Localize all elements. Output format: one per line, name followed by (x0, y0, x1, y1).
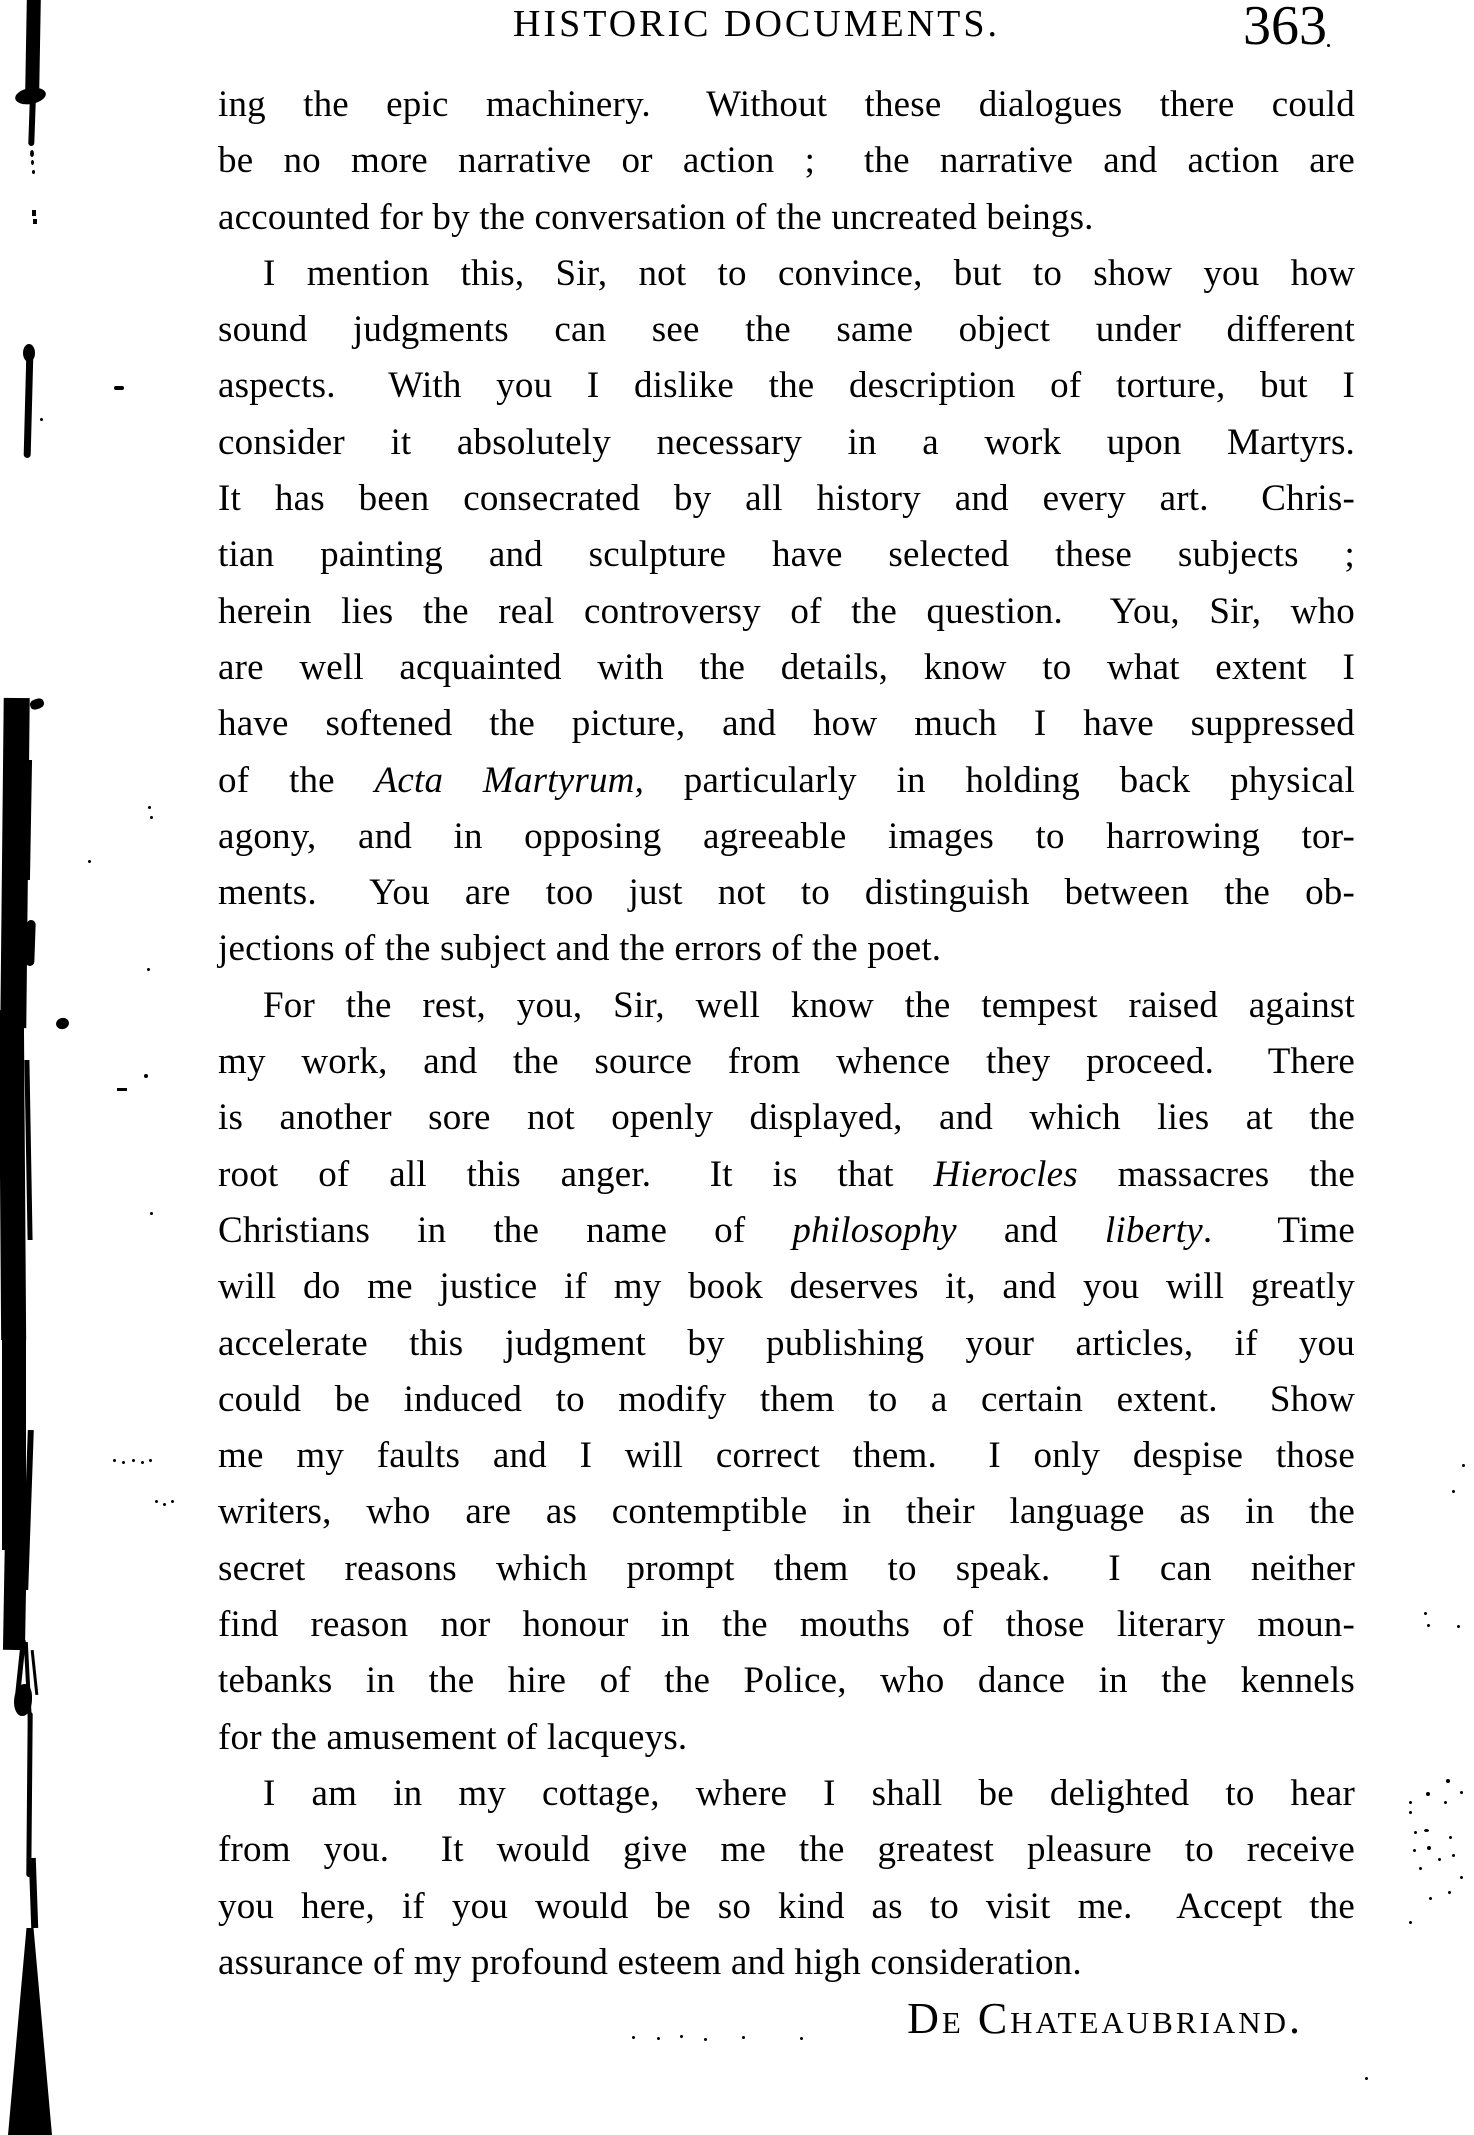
text-segment: herein lies the real controversy of the question. You, Sir, who (218, 590, 1355, 632)
text-segment: root of all this anger. It is that (218, 1153, 934, 1195)
text-line (218, 246, 1355, 302)
text-segment: Christians in the name of (218, 1209, 793, 1251)
text-segment: aspects. With you I dislike the description of torture, but I (218, 365, 1355, 407)
text-segment: from you. It would give me the greatest pleasure to receive (218, 1829, 1355, 1871)
text-segment: agony, and in opposing agreeable images to harrowing tor- (218, 815, 1355, 857)
text-line (218, 696, 1355, 752)
text-segment: It has been consecrated by all history and every art. Chris- (218, 478, 1355, 520)
text-line (218, 1822, 1355, 1878)
text-segment: and (956, 1209, 1105, 1251)
text-segment: sound judgments can see the same object under different (218, 309, 1355, 351)
text-segment: is another sore not openly displayed, and which lies at the (218, 1097, 1355, 1139)
text-line (218, 1484, 1355, 1540)
text-line (218, 809, 1355, 865)
text-line (218, 1090, 1355, 1146)
text-segment: particularly in holding back physical (644, 759, 1355, 801)
text-line (218, 1653, 1355, 1709)
text-line (218, 133, 1355, 189)
text-segment: . Time (1202, 1209, 1355, 1251)
text-line (218, 978, 1355, 1034)
signature (218, 1991, 1355, 2047)
text-line (218, 1316, 1355, 1372)
text-segment: are well acquainted with the details, know to what extent I (218, 646, 1355, 688)
text-line (218, 1935, 1355, 1991)
text-line (218, 1034, 1355, 1090)
text-line (218, 1147, 1355, 1203)
letter-text (218, 77, 1355, 2047)
text-segment: massacres the (1077, 1153, 1355, 1195)
text-line (218, 1597, 1355, 1653)
text-line (218, 640, 1355, 696)
text-line (218, 753, 1355, 809)
text-line (218, 1710, 1355, 1766)
text-line (218, 1372, 1355, 1428)
text-segment: liberty (1104, 1209, 1203, 1251)
text-line (218, 527, 1355, 583)
text-segment: have softened the picture, and how much I have suppressed (218, 703, 1355, 745)
text-segment: accounted for by the conversation of the uncreated beings. (218, 196, 1094, 238)
text-line (218, 921, 1355, 977)
text-segment: consider it absolutely necessary in a work upon Martyrs. (218, 421, 1355, 463)
text-segment: of the (218, 759, 375, 801)
text-line (218, 358, 1355, 414)
page-number: 363 (1243, 0, 1327, 57)
text-segment: you here, if you would be so kind as to visit me. Accept the (218, 1885, 1355, 1927)
text-segment: De Chateaubriand. (907, 1994, 1303, 2044)
text-line (218, 1879, 1355, 1935)
text-segment: for the amusement of lacqueys. (218, 1716, 688, 1758)
text-line (218, 471, 1355, 527)
text-segment: could be induced to modify them to a certain extent. Show (218, 1378, 1355, 1420)
text-line (218, 302, 1355, 358)
text-line (218, 190, 1355, 246)
text-segment: assurance of my profound esteem and high consideration. (218, 1941, 1082, 1983)
text-segment: be no more narrative or action ; the narrative and action are (218, 140, 1355, 182)
text-line (218, 584, 1355, 640)
running-head-title: HISTORIC DOCUMENTS. (512, 3, 1000, 45)
text-segment: will do me justice if my book deserves it, and you will greatly (218, 1266, 1355, 1308)
text-segment: philosophy (792, 1209, 957, 1251)
text-segment: I am in my cottage, where I shall be delighted to hear (263, 1772, 1355, 1814)
text-segment: find reason nor honour in the mouths of those literary moun- (218, 1604, 1355, 1646)
text-line (218, 1428, 1355, 1484)
text-segment: Hierocles (933, 1153, 1078, 1195)
text-segment: I mention this, Sir, not to convince, but to show you how (263, 252, 1355, 294)
text-segment: tian painting and sculpture have selected these subjects ; (218, 534, 1355, 576)
text-line (218, 1541, 1355, 1597)
text-segment: me my faults and I will correct them. I only despise those (218, 1435, 1355, 1477)
text-line (218, 865, 1355, 921)
text-segment: tebanks in the hire of the Police, who dance in the kennels (218, 1660, 1355, 1702)
text-segment: secret reasons which prompt them to speak. I can neither (218, 1547, 1355, 1589)
text-line (218, 1259, 1355, 1315)
text-segment: my work, and the source from whence they proceed. There (218, 1041, 1355, 1083)
text-segment: accelerate this judgment by publishing your articles, if you (218, 1322, 1355, 1364)
page-header (218, 0, 1355, 74)
text-segment: writers, who are as contemptible in their language as in the (218, 1491, 1355, 1533)
text-line (218, 77, 1355, 133)
text-line (218, 415, 1355, 471)
text-segment: Acta Martyrum, (374, 759, 645, 801)
text-segment: For the rest, you, Sir, well know the tempest raised against (263, 984, 1355, 1026)
text-segment: jections of the subject and the errors of the poet. (218, 928, 942, 970)
text-line (218, 1203, 1355, 1259)
text-segment: ments. You are too just not to distinguish between the ob- (218, 872, 1355, 914)
text-line (218, 1766, 1355, 1822)
text-segment: ing the epic machinery. Without these dialogues there could (218, 84, 1355, 125)
